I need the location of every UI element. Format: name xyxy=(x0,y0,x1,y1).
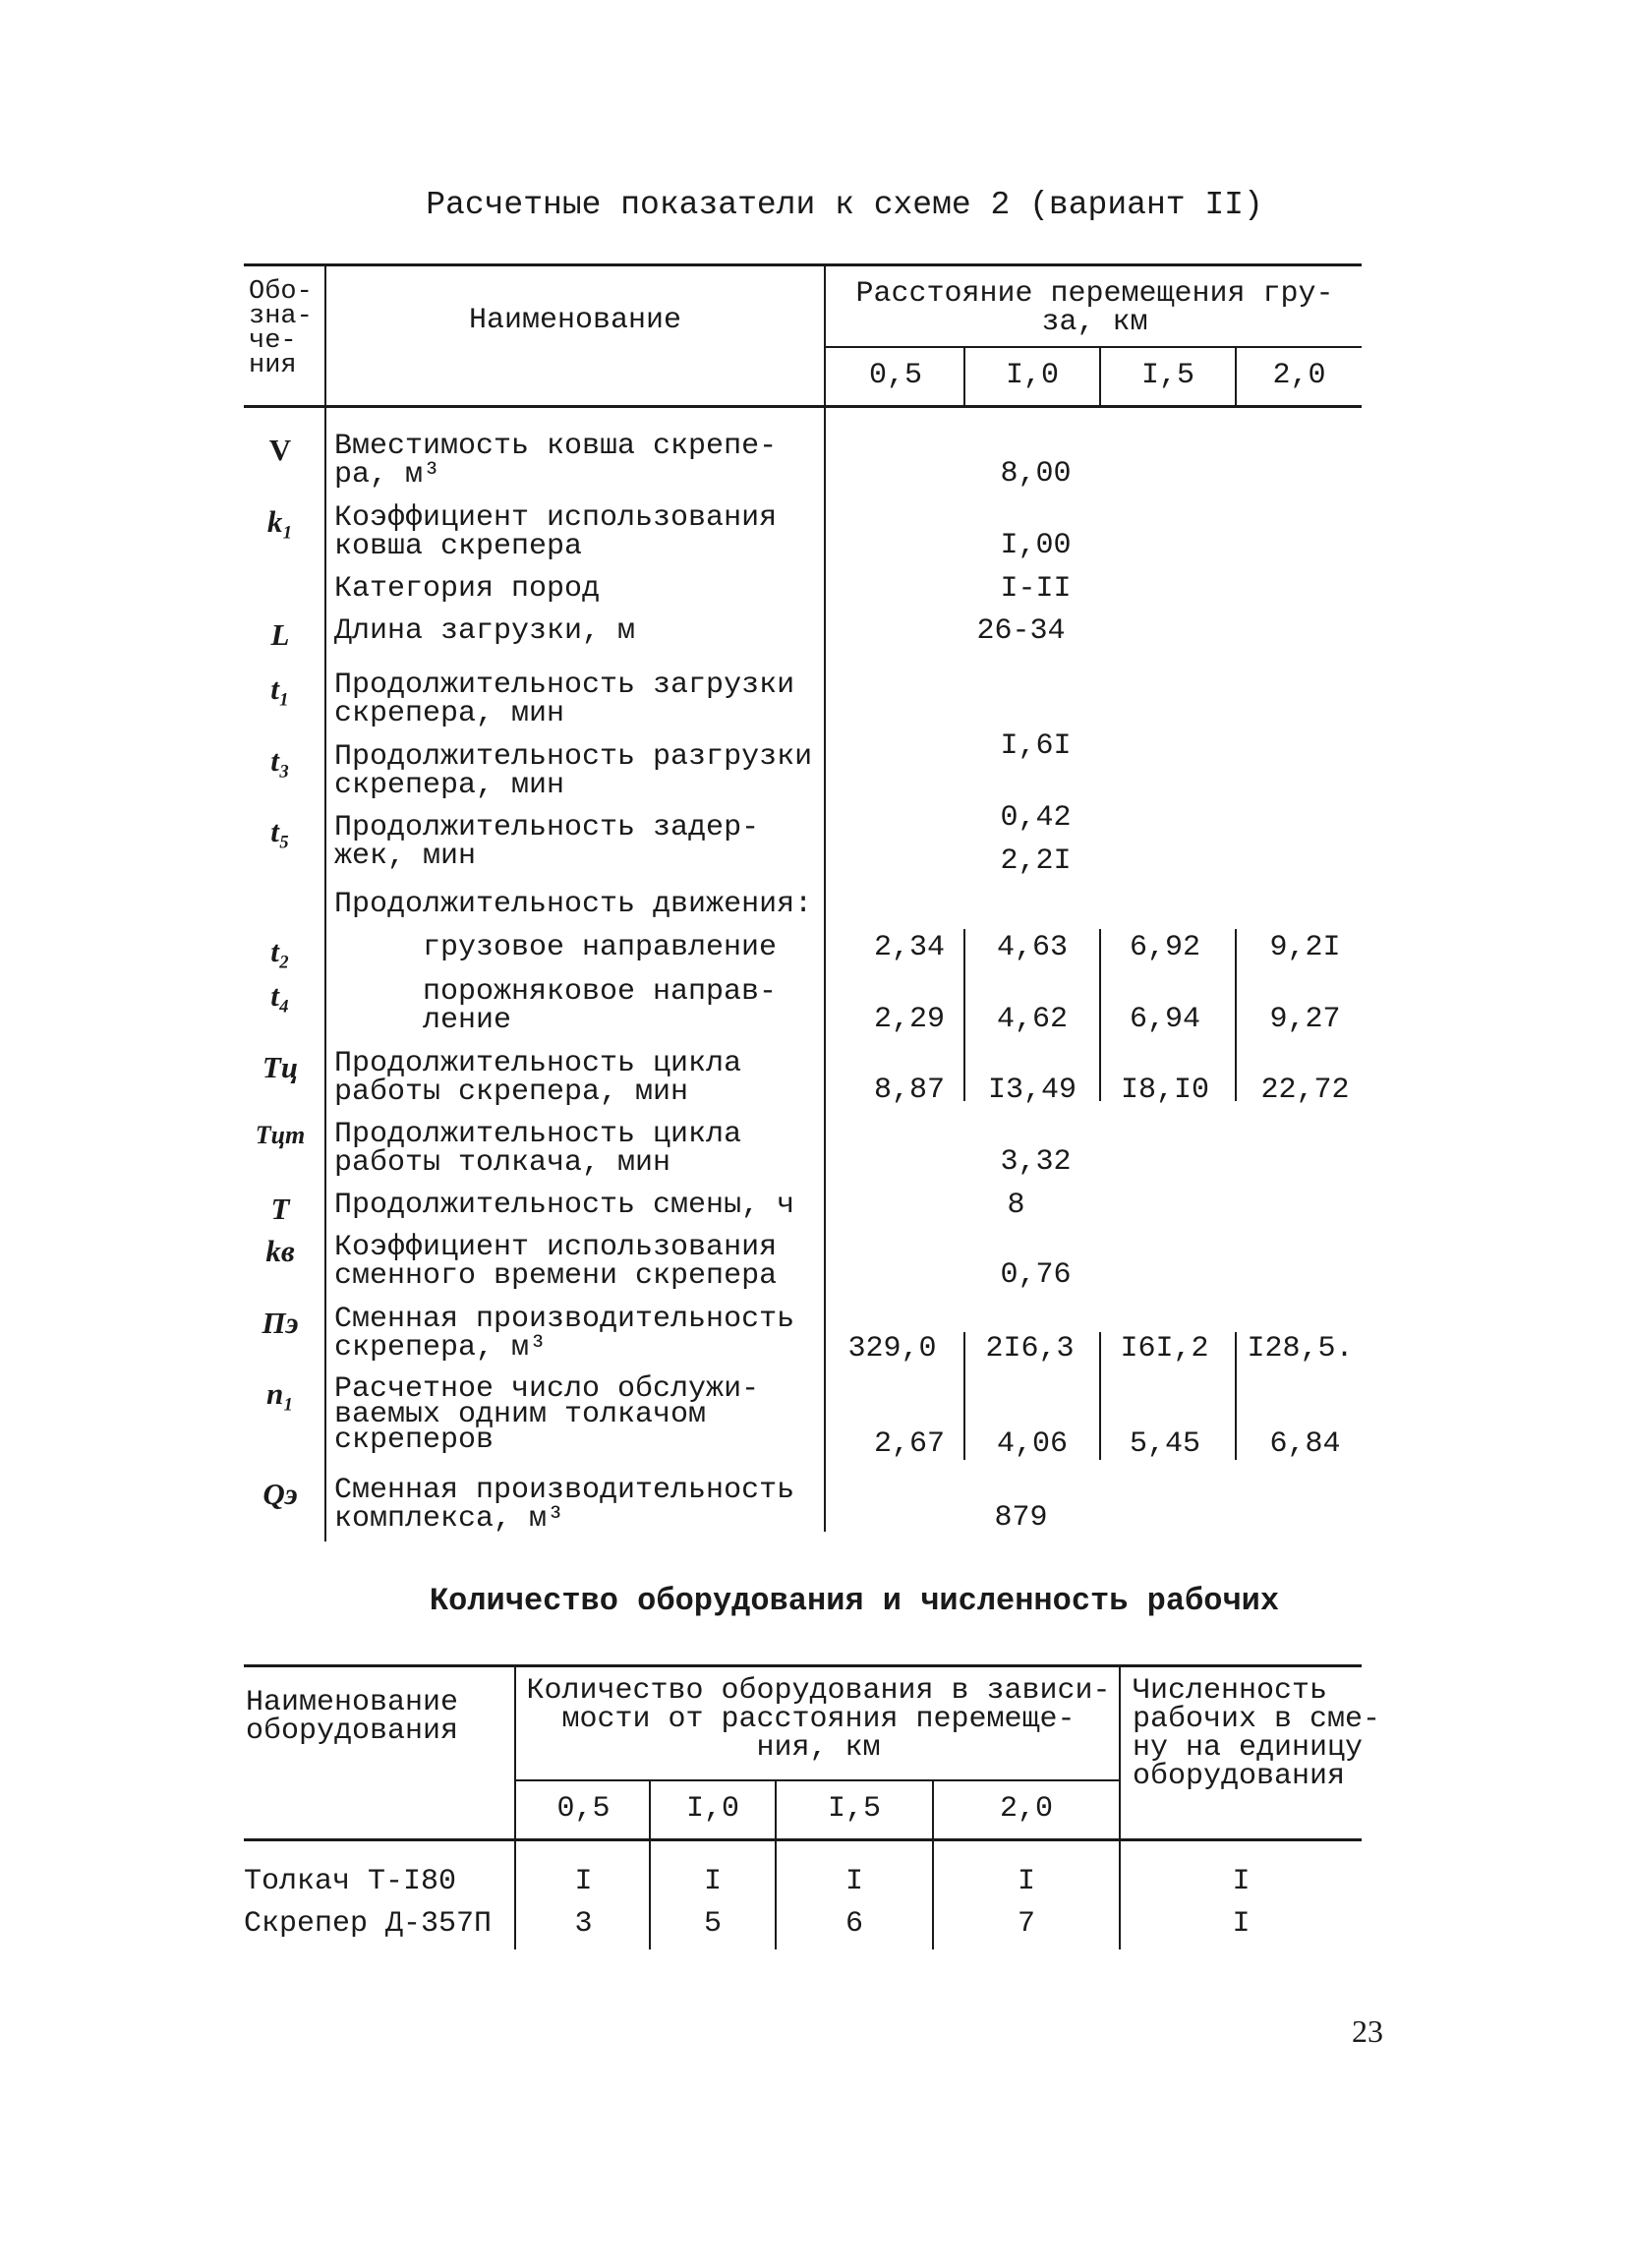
t1-row-value-col2: I8,I0 xyxy=(1120,1074,1209,1107)
t1-vline-col2-a xyxy=(1099,929,1101,1101)
t1-row-name: порожняковое направ- ление xyxy=(423,975,778,1037)
t1-vline-col2-b xyxy=(1099,1332,1101,1460)
t1-row-name: Продолжительность разгрузки скрепера, мин xyxy=(334,740,813,802)
t1-row-symbol: Пэ xyxy=(262,1306,299,1340)
t2-header-bottom-rule xyxy=(244,1838,1362,1841)
t1-header-name: Наименование xyxy=(468,304,682,337)
t2-header-col-3: 2,0 xyxy=(999,1792,1053,1826)
t1-header-col-3: 2,0 xyxy=(1272,359,1326,392)
t2-row-value-col0: I xyxy=(574,1865,593,1898)
t2-top-rule xyxy=(244,1664,1362,1667)
t1-row-symbol: n₁ xyxy=(265,1376,295,1411)
t1-subheader-rule xyxy=(826,346,1362,348)
t1-row-value: I-II xyxy=(1000,572,1072,606)
t1-row-name: Коэффициент использования ковша скрепера xyxy=(334,501,778,563)
t1-row-symbol: k₁ xyxy=(266,504,294,539)
t1-row-value-col2: 6,94 xyxy=(1129,1003,1200,1036)
t2-vline-workers xyxy=(1119,1664,1121,1949)
t2-header-col-1: I,0 xyxy=(685,1792,739,1826)
t2-header-workers: Численность рабочих в сме- ну на единицу оборудования xyxy=(1133,1674,1381,1793)
t1-header-col-2: I,5 xyxy=(1140,359,1194,392)
t1-row-value-col1: 4,63 xyxy=(996,931,1068,964)
t1-header-col-0: 0,5 xyxy=(868,359,922,392)
t1-row-value-col3: 9,2I xyxy=(1269,931,1341,964)
t1-header-distance: Расстояние перемещения гру- за, км xyxy=(855,277,1334,339)
t1-row-name: Коэффициент использования сменного времени скрепера xyxy=(334,1231,778,1293)
t2-header-name: Наименование оборудования xyxy=(246,1686,459,1748)
page-number: 23 xyxy=(1352,2013,1383,2049)
t2-header-col-2: I,5 xyxy=(827,1792,881,1826)
t1-header-col-1: I,0 xyxy=(1005,359,1059,392)
t1-vline-symbol xyxy=(324,263,326,1541)
t1-row-symbol: t₅ xyxy=(270,814,290,848)
t1-row-symbol: t₃ xyxy=(270,743,290,778)
t1-row-value: 26-34 xyxy=(976,614,1066,648)
t2-header-col-0: 0,5 xyxy=(556,1792,611,1826)
t1-row-value: 879 xyxy=(994,1501,1048,1535)
t1-row-value-col1: I3,49 xyxy=(987,1074,1077,1107)
t1-vline-col3-a xyxy=(1235,929,1237,1101)
t1-row-name: Продолжительность движения: xyxy=(334,888,813,921)
t1-row-symbol: Tц xyxy=(262,1050,299,1084)
t1-row-value-col3: 9,27 xyxy=(1269,1003,1341,1036)
t1-row-symbol: V xyxy=(268,433,292,467)
t1-row-name: Категория пород xyxy=(334,572,601,606)
table2-title: Количество оборудования и численность рабочих xyxy=(429,1583,1280,1619)
t1-row-symbol: Qэ xyxy=(262,1477,298,1511)
t1-row-value: I,00 xyxy=(1000,529,1072,562)
t1-row-name: Продолжительность загрузки скрепера, мин xyxy=(334,669,795,730)
t1-row-symbol: t₂ xyxy=(270,934,290,968)
t1-row-name: Продолжительность цикла работы скрепера, мин xyxy=(334,1047,742,1109)
t1-row-value-col0: 2,34 xyxy=(873,931,945,964)
t1-row-name: Продолжительность задер- жек, мин xyxy=(334,811,760,873)
t1-row-symbol: L xyxy=(270,617,290,652)
t1-row-value-col1: 2I6,3 xyxy=(985,1332,1075,1366)
t1-row-name: Вместимость ковша скрепе- ра, м³ xyxy=(334,430,778,492)
t2-row-value-col1: 5 xyxy=(703,1907,722,1941)
t1-row-value: 3,32 xyxy=(1000,1145,1072,1179)
t2-row-value-col2: 6 xyxy=(844,1907,863,1941)
t1-vline-col1-b xyxy=(963,1332,965,1460)
t2-subheader-rule xyxy=(516,1779,1121,1781)
t2-row-value-col0: 3 xyxy=(574,1907,593,1941)
t2-vline-name xyxy=(514,1664,516,1949)
t1-row-value-col0: 2,29 xyxy=(873,1003,945,1036)
t1-row-name: Длина загрузки, м xyxy=(334,614,636,648)
t1-header-symbol: Обо- зна- че- ния xyxy=(249,277,313,380)
t1-row-value-col3: I28,5. xyxy=(1247,1332,1354,1366)
t2-row-value-col3: I xyxy=(1017,1865,1035,1898)
t2-row-name: Скрепер Д-357П xyxy=(244,1907,493,1941)
t1-row-symbol: kв xyxy=(265,1234,295,1268)
t1-row-value-col0: 329,0 xyxy=(847,1332,937,1366)
t1-row-value-col1: 4,06 xyxy=(996,1427,1068,1461)
t1-row-name: Продолжительность смены, ч xyxy=(334,1189,795,1222)
t1-row-value: 2,2I xyxy=(1000,844,1072,878)
t1-row-value: 8 xyxy=(1007,1189,1025,1222)
t2-row-name: Толкач Т-I80 xyxy=(244,1865,457,1898)
t2-row-value-col3: 7 xyxy=(1017,1907,1035,1941)
t1-row-symbol: t₄ xyxy=(270,978,290,1013)
table1-title: Расчетные показатели к схеме 2 (вариант II) xyxy=(426,187,1263,223)
t1-vline-col3-b xyxy=(1235,1332,1237,1460)
t1-row-value-col2: 6,92 xyxy=(1129,931,1200,964)
t2-row-value-col1: I xyxy=(703,1865,722,1898)
t1-row-name: Расчетное число обслужи- ваемых одним толкачом скреперов xyxy=(334,1372,760,1457)
t1-vline-name xyxy=(824,263,826,1532)
t1-row-value: 0,76 xyxy=(1000,1258,1072,1292)
t1-row-value: 0,42 xyxy=(1000,801,1072,835)
t1-row-value-col1: 4,62 xyxy=(996,1003,1068,1036)
t1-row-name: Сменная производительность скрепера, м³ xyxy=(334,1303,795,1365)
t1-row-value-col0: 2,67 xyxy=(873,1427,945,1461)
t1-header-bottom-rule xyxy=(244,405,1362,408)
t1-row-value-col0: 8,87 xyxy=(873,1074,945,1107)
t1-row-name: Сменная производительность комплекса, м³ xyxy=(334,1474,795,1536)
t2-row-workers: I xyxy=(1232,1865,1251,1898)
t1-row-value-col2: I6I,2 xyxy=(1120,1332,1209,1366)
t1-row-value-col3: 22,72 xyxy=(1260,1074,1350,1107)
t1-row-symbol: t₁ xyxy=(270,671,290,706)
t1-row-name: Продолжительность цикла работы толкача, мин xyxy=(334,1118,742,1180)
t1-row-value: 8,00 xyxy=(1000,457,1072,491)
t1-row-value-col2: 5,45 xyxy=(1129,1427,1200,1461)
t1-vline-col1-a xyxy=(963,929,965,1101)
t1-row-symbol: T xyxy=(270,1192,290,1226)
t1-row-value-col3: 6,84 xyxy=(1269,1427,1341,1461)
t1-row-value: I,6I xyxy=(1000,729,1072,763)
t2-row-value-col2: I xyxy=(844,1865,863,1898)
t1-row-symbol: Tцт xyxy=(255,1121,306,1149)
t1-row-name: грузовое направление xyxy=(423,931,778,964)
t2-header-qty: Количество оборудования в зависи- мости от расстояния перемеще- ния, км xyxy=(526,1674,1111,1765)
t1-top-rule xyxy=(244,263,1362,266)
t2-row-workers: I xyxy=(1232,1907,1251,1941)
